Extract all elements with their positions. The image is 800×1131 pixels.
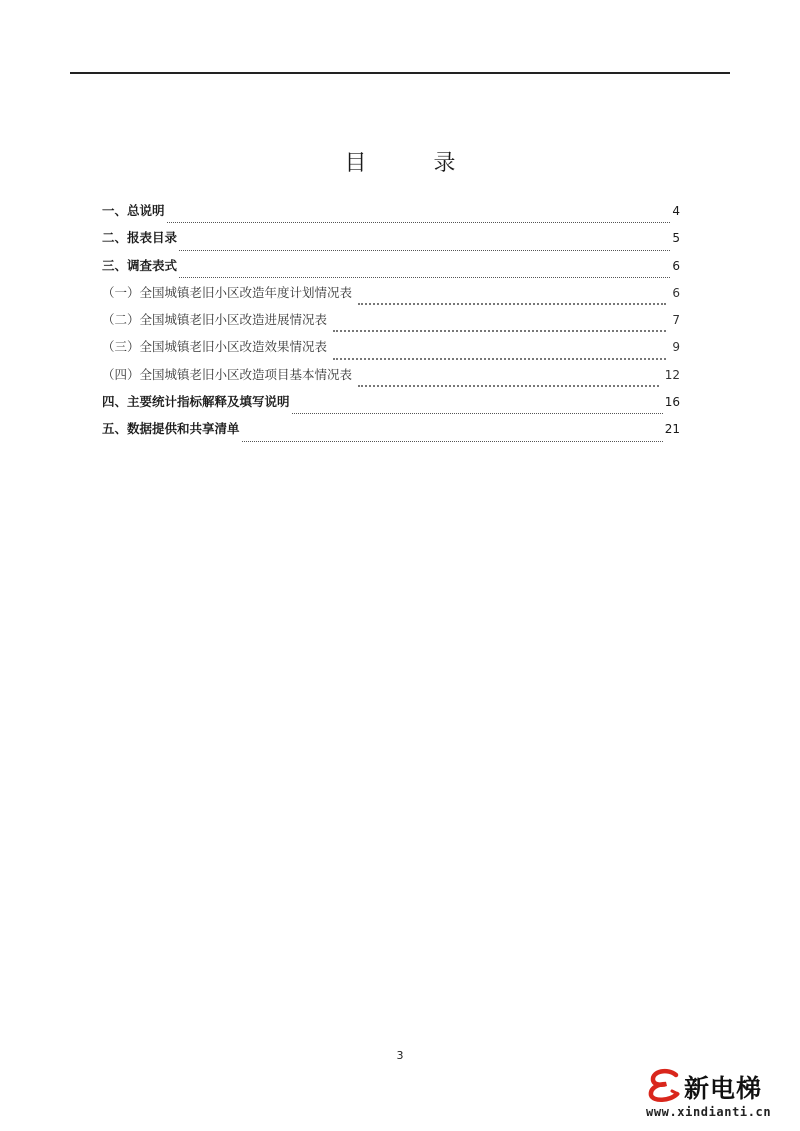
toc-entry-page: 12 [664,367,680,382]
toc-entry-label: 三、调查表式 [102,257,178,273]
toc-entry-label: 二、报表目录 [102,230,178,246]
toc-leader-dots [179,250,670,251]
toc-entry-page: 6 [672,285,680,300]
toc-entry-label: （四）全国城镇老旧小区改造项目基本情况表 [102,366,353,382]
toc-subentry-progress[interactable] [102,312,680,339]
site-watermark [642,1063,792,1125]
toc-entry-report-catalog[interactable] [102,230,680,257]
toc-entry-page: 16 [664,395,680,410]
toc-entry-page: 9 [672,340,680,355]
toc-entry-label: （一）全国城镇老旧小区改造年度计划情况表 [102,284,353,300]
header-rule [70,72,730,74]
toc-leader-dots [333,358,666,360]
toc-entry-indicator-explanations[interactable] [102,394,680,421]
toc-entry-survey-forms[interactable] [102,258,680,285]
toc-entry-page: 5 [672,231,680,246]
toc-leader-dots [358,385,659,387]
toc-leader-dots [179,277,670,278]
watermark-brand-name: 新电梯 [684,1074,763,1103]
toc-entry-page: 21 [664,422,680,437]
toc-leader-dots [242,441,663,442]
toc-leader-dots [333,330,666,332]
page-number: 3 [396,1049,404,1062]
table-of-contents [102,203,680,449]
toc-entry-page: 6 [672,258,680,273]
toc-subentry-project-basics[interactable] [102,367,680,394]
toc-entry-label: （三）全国城镇老旧小区改造效果情况表 [102,339,328,355]
toc-entry-label: 五、数据提供和共享清单 [102,421,240,437]
toc-entry-general-description[interactable] [102,203,680,230]
toc-leader-dots [358,303,666,305]
toc-entry-label: （二）全国城镇老旧小区改造进展情况表 [102,312,328,328]
page-title: 目 录 [344,151,486,176]
toc-entry-data-sharing-list[interactable] [102,421,680,448]
toc-subentry-annual-plan[interactable] [102,285,680,312]
toc-leader-dots [292,413,663,414]
toc-entry-page: 7 [672,313,680,328]
watermark-url: www.xindianti.cn [646,1105,772,1119]
toc-leader-dots [167,222,670,223]
toc-entry-label: 一、总说明 [102,203,165,218]
toc-subentry-effect[interactable] [102,339,680,366]
red-spiral-e-logo-icon [646,1067,682,1103]
toc-entry-label: 四、主要统计指标解释及填写说明 [102,394,290,410]
toc-entry-page: 4 [672,204,680,218]
